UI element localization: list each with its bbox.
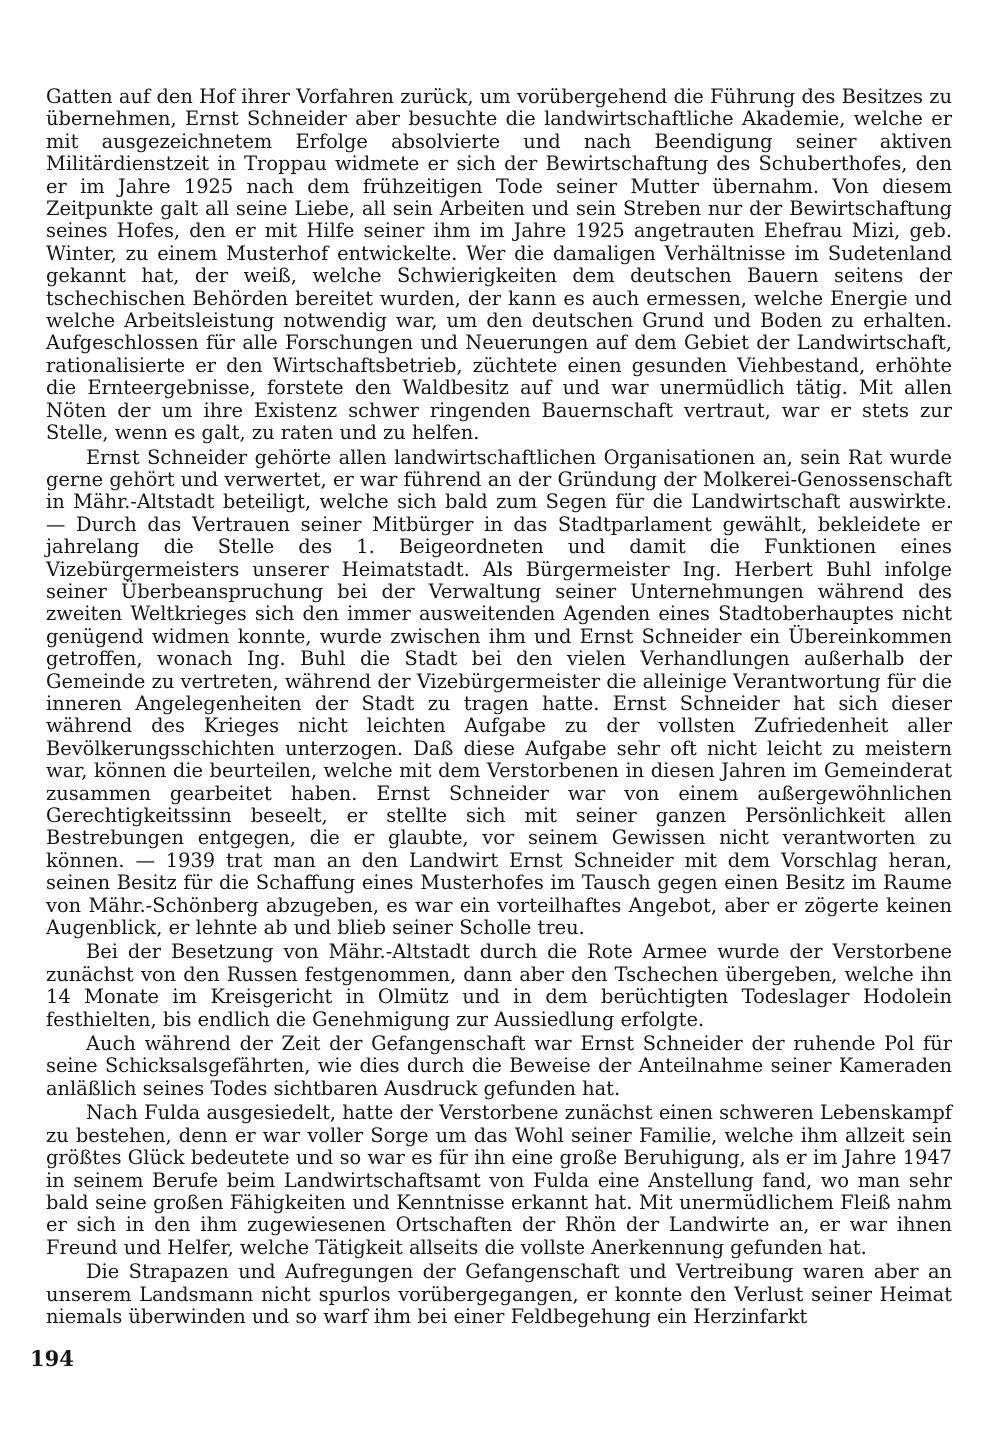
paragraph: Bei der Besetzung von Mähr.-Altstadt durch die Rote Armee wurde der Verstorbene zunächst von den Russen festgenommen, dann aber den Tschechen übergeben, welche ihn 14 Monate im Kreisgericht in Olmütz und in dem berüchtigten Todeslager Hodolein festhielten, bis endlich die Genehmigung zur Aussiedlung erfolgte.	[46, 940, 952, 1031]
paragraph: Ernst Schneider gehörte allen landwirtschaftlichen Organisationen an, sein Rat wurde gerne gehört und verwertet, er war führend an der Gründung der Molkerei-Genossenschaft in Mähr.-Altstadt beteiligt, welche sich bald zum Segen für die Landwirtschaft auswirkte. — Durch das Vertrauen seiner Mitbürger in das Stadtparlament gewählt, bekleidete er jahrelang die Stelle des 1. Beigeordneten und damit die Funktionen eines Vizebürgermeisters unserer Heimatstadt. Als Bürgermeister Ing. Herbert Buhl infolge seiner Überbeanspruchung bei der Verwaltung seiner Unternehmungen während des zweiten Weltkrieges sich den immer ausweitenden Agenden eines Stadtoberhauptes nicht genügend widmen konnte, wurde zwischen ihm und Ernst Schneider ein Übereinkommen getroffen, wonach Ing. Buhl die Stadt bei den vielen Verhandlungen außerhalb der Gemeinde zu vertreten, während der Vizebürgermeister die alleinige Verantwortung für die inneren Angelegenheiten der Stadt zu tragen hatte. Ernst Schneider hat sich dieser während des Krieges nicht leichten Aufgabe zu der vollsten Zufriedenheit aller Bevölkerungsschichten unterzogen. Daß diese Aufgabe sehr oft nicht leicht zu meistern war, können die beurteilen, welche mit dem Verstorbenen in diesen Jahren im Gemeinderat zusammen gearbeitet haben. Ernst Schneider war von einem außergewöhnlichen Gerechtigkeitssinn beseelt, er stellte sich mit seiner ganzen Persönlichkeit allen Bestrebungen entgegen, die er glaubte, vor seinem Gewissen nicht verantworten zu können. — 1939 trat man an den Landwirt Ernst Schneider mit dem Vorschlag heran, seinen Besitz für die Schaffung eines Musterhofes im Tausch gegen einen Besitz im Raume von Mähr.-Schönberg abzugeben, es war ein vorteilhaftes Angebot, aber er zögerte keinen Augenblick, er lehnte ab und blieb seiner Scholle treu.	[46, 445, 952, 940]
paragraph: Auch während der Zeit der Gefangenschaft war Ernst Schneider der ruhende Pol für seine Schicksalsgefährten, wie dies durch die Beweise der Anteilnahme seiner Kameraden anläßlich seines Todes sichtbaren Ausdruck gefunden hat.	[46, 1032, 952, 1100]
page-number: 194	[30, 1346, 74, 1371]
paragraph: Nach Fulda ausgesiedelt, hatte der Verstorbene zunächst einen schweren Lebenskampf zu bestehen, denn er war voller Sorge um das Wohl seiner Familie, welche ihm allzeit sein größtes Glück bedeutete und so war es für ihn eine große Beruhigung, als er im Jahre 1947 in seinem Berufe beim Landwirtschaftsamt von Fulda eine Anstellung fand, wo man sehr bald seine großen Fähigkeiten und Kenntnisse erkannt hat. Mit unermüdlichem Fleiß nahm er sich in den ihm zugewiesenen Ortschaften der Rhön der Landwirte an, er war ihnen Freund und Helfer, welche Tätigkeit allseits die vollste Anerkennung gefunden hat.	[46, 1101, 952, 1259]
page-body	[46, 86, 952, 1330]
paragraph: Die Strapazen und Aufregungen der Gefangenschaft und Vertreibung waren aber an unserem Landsmann nicht spurlos vorübergegangen, er konnte den Verlust seiner Heimat niemals überwinden und so warf ihm bei einer Feldbegehung ein Herzinfarkt	[46, 1260, 952, 1328]
paragraph: Gatten auf den Hof ihrer Vorfahren zurück, um vorübergehend die Führung des Besitzes zu übernehmen, Ernst Schneider aber besuchte die landwirtschaftliche Akademie, welche er mit ausgezeichnetem Erfolge absolvierte und nach Beendigung seiner aktiven Militärdienstzeit in Troppau widmete er sich der Bewirtschaftung des Schuberthofes, den er im Jahre 1925 nach dem frühzeitigen Tode seiner Mutter übernahm. Von diesem Zeitpunkte galt all seine Liebe, all sein Arbeiten und sein Streben nur der Bewirtschaftung seines Hofes, den er mit Hilfe seiner ihm im Jahre 1925 angetrauten Ehefrau Mizi, geb. Winter, zu einem Musterhof entwickelte. Wer die damaligen Verhältnisse im Sudetenland gekannt hat, der weiß, welche Schwierigkeiten dem deutschen Bauern seitens der tschechischen Behörden bereitet wurden, der kann es auch ermessen, welche Energie und welche Arbeitsleistung notwendig war, um den deutschen Grund und Boden zu erhalten. Aufgeschlossen für alle Forschungen und Neuerungen auf dem Gebiet der Landwirtschaft, rationalisierte er den Wirtschaftsbetrieb, züchtete einen gesunden Viehbestand, erhöhte die Ernteergebnisse, forstete den Waldbesitz auf und war unermüdlich tätig. Mit allen Nöten der um ihre Existenz schwer ringenden Bauernschaft vertraut, war er stets zur Stelle, wenn es galt, zu raten und zu helfen.	[46, 85, 952, 445]
